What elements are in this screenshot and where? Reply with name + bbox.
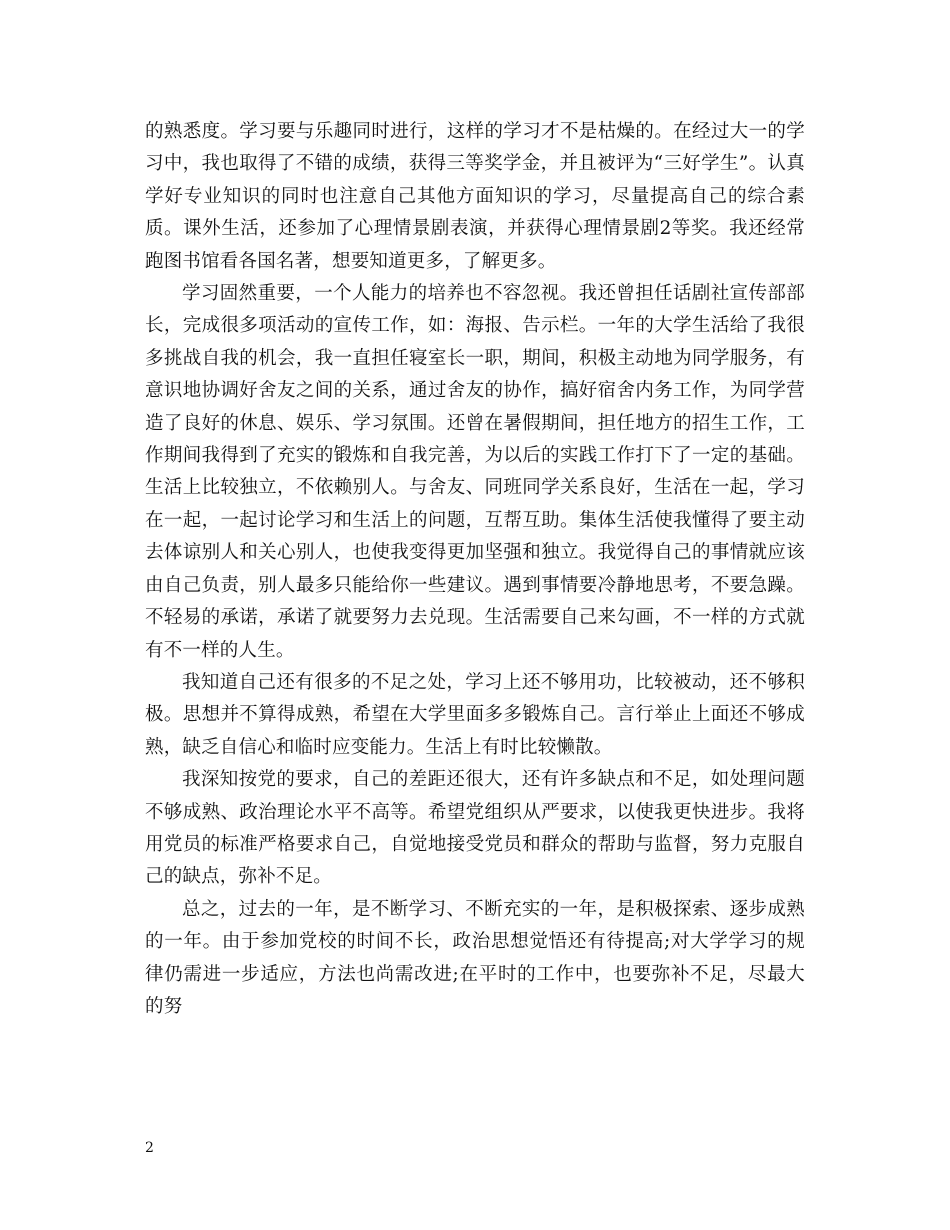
- document-body: [145, 116, 805, 1023]
- page-number: 2: [145, 1140, 154, 1156]
- paragraph-continued: 的熟悉度。学习要与乐趣同时进行，这样的学习才不是枯燥的。在经过大一的学习中，我也取得了不错的成绩，获得三等奖学金，并且被评为“三好学生”。认真学好专业知识的同时也注意自己其他方面知识的学习，尽量提高自己的综合素质。课外生活，还参加了心理情景剧表演，并获得心理情景剧2等奖。我还经常跑图书馆看各国名著，想要知道更多，了解更多。: [145, 121, 805, 272]
- paragraph-shortcomings: 我知道自己还有很多的不足之处，学习上还不够用功，比较被动，还不够积极。思想并不算得成熟，希望在大学里面多多锻炼自己。言行举止上面还不够成熟，缺乏自信心和临时应变能力。生活上有时比较懒散。: [145, 671, 805, 758]
- paragraph-summary: 总之，过去的一年，是不断学习、不断充实的一年，是积极探索、逐步成熟的一年。由于参加党校的时间不长，政治思想觉悟还有待提高;对大学学习的规律仍需进一步适应，方法也尚需改进;在平时的工作中，也要弥补不足，尽最大的努: [145, 898, 805, 1017]
- paragraph-party-requirements: 我深知按党的要求，自己的差距还很大，还有许多缺点和不足，如处理问题不够成熟、政治理论水平不高等。希望党组织从严要求，以使我更快进步。我将用党员的标准严格要求自己，自觉地接受党员和群众的帮助与监督，努力克服自己的缺点，弥补不足。: [145, 769, 805, 888]
- paragraph-abilities: 学习固然重要，一个人能力的培养也不容忽视。我还曾担任话剧社宣传部部长，完成很多项活动的宣传工作，如：海报、告示栏。一年的大学生活给了我很多挑战自我的机会，我一直担任寝室长一职，期间，积极主动地为同学服务，有意识地协调好舍友之间的关系，通过舍友的协作，搞好宿舍内务工作，为同学营造了良好的休息、娱乐、学习氛围。还曾在暑假期间，担任地方的招生工作，工作期间我得到了充实的锻炼和自我完善，为以后的实践工作打下了一定的基础。生活上比较独立，不依赖别人。与舍友、同班同学关系良好，生活在一起，学习在一起，一起讨论学习和生活上的问题，互帮互助。集体生活使我懂得了要主动去体谅别人和关心别人，也使我变得更加坚强和独立。我觉得自己的事情就应该由自己负责，别人最多只能给你一些建议。遇到事情要冷静地思考，不要急躁。不轻易的承诺，承诺了就要努力去兑现。生活需要自己来勾画，不一样的方式就有不一样的人生。: [145, 283, 805, 661]
